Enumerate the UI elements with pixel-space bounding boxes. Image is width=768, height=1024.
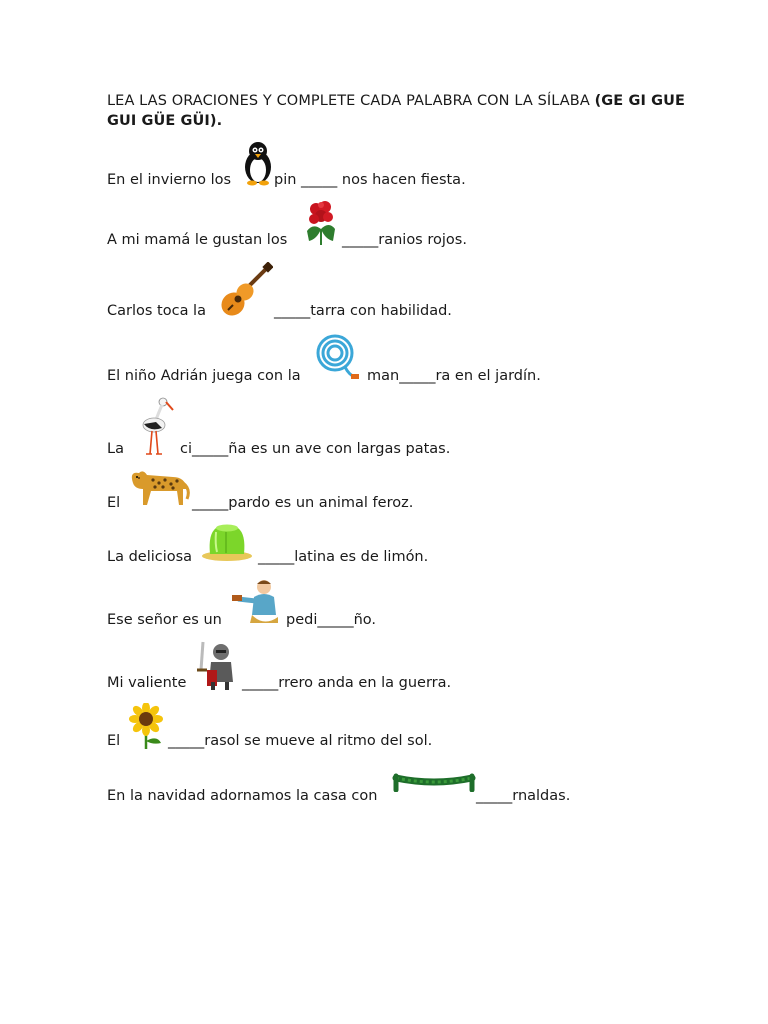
sentence-6-end: _____pardo es un animal feroz. [192,495,414,511]
sentence-7-start: La deliciosa [107,549,193,565]
geranium-icon [303,199,339,247]
sunflower-icon [127,703,167,749]
sentence-4-start: El niño Adrián juega con la [107,368,301,384]
sentence-3-end: _____tarra con habilidad. [274,303,452,319]
sentence-4-end: man_____ra en el jardín. [367,368,541,384]
instructions-syllables: (GE GI GUE GUI GÜE GÜI). [107,93,685,129]
instructions-text: LEA LAS ORACIONES Y COMPLETE CADA PALABRA CON LA SÍLABA [107,93,595,109]
sentence-10-start: El [107,733,121,749]
sentence-11-start: En la navidad adornamos la casa con [107,788,378,804]
sentence-11-end: _____rnaldas. [476,788,571,804]
sentence-5-end: ci_____ña es un ave con largas patas. [180,441,451,457]
sentence-2-start: A mi mamá le gustan los [107,232,288,248]
sentence-5-start: La [107,441,124,457]
sentence-7-end: _____latina es de limón. [258,549,429,565]
sentence-8-start: Ese señor es un [107,612,222,628]
leopard-icon [125,465,191,507]
hose-icon [315,333,361,383]
sentence-1-end: pin _____ nos hacen fiesta. [274,172,466,188]
garland-icon [392,770,476,792]
sentence-3-start: Carlos toca la [107,303,206,319]
warrior-icon [193,640,241,690]
gelatin-icon [200,522,254,562]
beggar-icon [230,575,284,627]
sentence-9-start: Mi valiente [107,675,187,691]
sentence-9-end: _____rrero anda en la guerra. [242,675,452,691]
sentence-10-end: _____rasol se mueve al ritmo del sol. [168,733,433,749]
instructions [107,91,687,131]
guitar-icon [219,262,273,318]
penguin-icon [241,140,275,186]
stork-icon [136,394,174,456]
sentence-8-end: pedi_____ño. [286,612,377,628]
sentence-1-start: En el invierno los [107,172,232,188]
sentence-6-start: El [107,495,121,511]
sentence-2-end: _____ranios rojos. [342,232,467,248]
